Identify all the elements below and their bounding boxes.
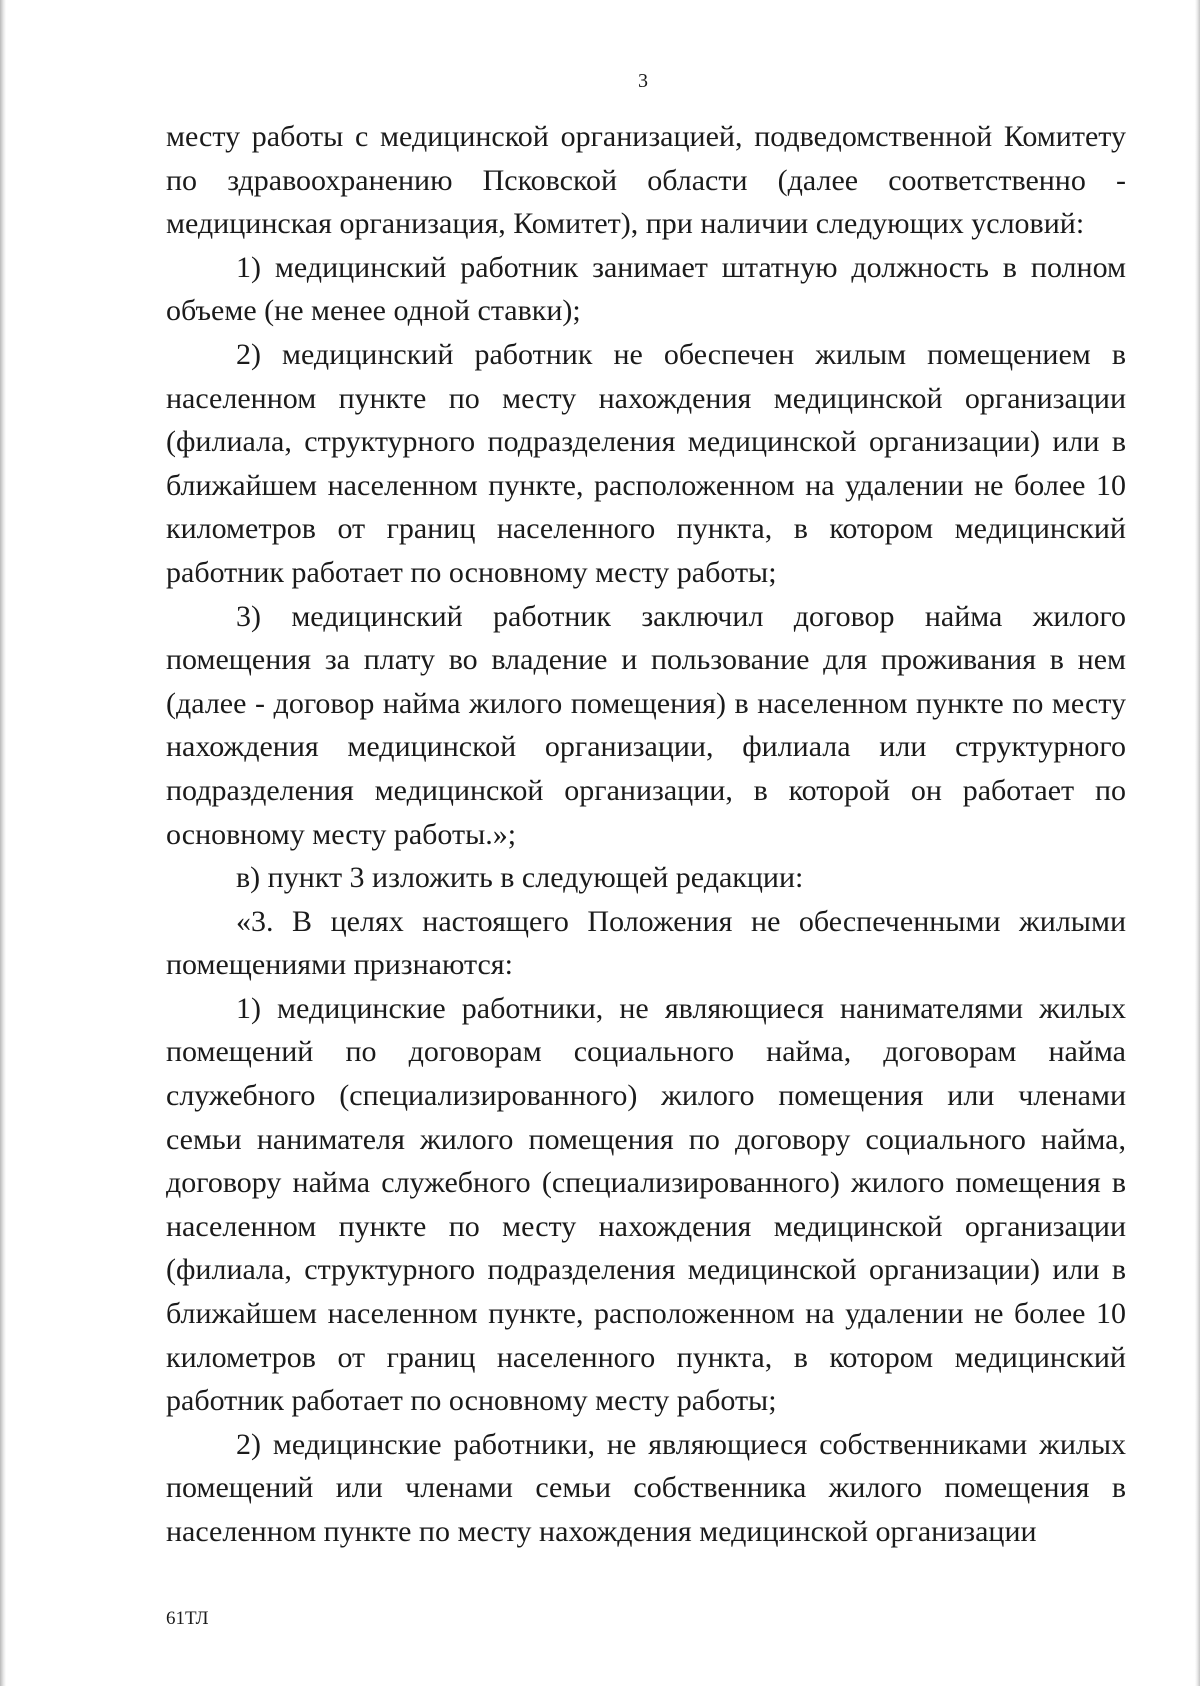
paragraph-clause-3-item-1: 1) медицинские работники, не являющиеся нанимателями жилых помещений по договорам социального найма, договорам найма служебного (специализированного) жилого помещения или членами семьи нанимателя жилого помещения по договору социального найма, договору найма служебного (специализированного) жилого помещения в населенном пункте по месту нахождения медицинской организации (филиала, структурного подразделения медицинской организации) или в ближайшем населенном пункте, расположенном на удалении не более 10 километров от границ населенного пункта, в котором медицинский работник работает по основному месту работы; — [166, 991, 1126, 1418]
scan-edge-left — [0, 0, 6, 1686]
document-code: 61ТЛ — [166, 1608, 209, 1629]
document-body — [166, 115, 1126, 1554]
paragraph-continuation: месту работы с медицинской организацией, подведомственной Комитету по здравоохранению Псковской области (далее соответственно - медицинская организация, Комитет), при наличии следующих условий: — [166, 120, 1126, 241]
paragraph-condition-3: 3) медицинский работник заключил договор найма жилого помещения за плату во владение и пользование для проживания в нем (далее - договор найма жилого помещения) в населенном пункте по месту нахождения медицинской организации, филиала или структурного подразделения медицинской организации, в которой он работает по основному месту работы.»; — [166, 599, 1126, 851]
paragraph-condition-2: 2) медицинский работник не обеспечен жилым помещением в населенном пункте по месту нахождения медицинской организации (филиала, структурного подразделения медицинской организации) или в ближайшем населенном пункте, расположенном на удалении не более 10 километров от границ населенного пункта, в котором медицинский работник работает по основному месту работы; — [166, 337, 1126, 589]
paragraph-amendment-v: в) пункт 3 изложить в следующей редакции: — [236, 861, 804, 895]
scan-edge-right — [1195, 0, 1200, 1686]
page-number: 3 — [638, 70, 648, 92]
paragraph-clause-3-item-2: 2) медицинские работники, не являющиеся собственниками жилых помещений или членами семьи собственника жилого помещения в населенном пункте по месту нахождения медицинской организации — [166, 1427, 1126, 1548]
paragraph-clause-3: «3. В целях настоящего Положения не обеспеченными жилыми помещениями признаются: — [166, 904, 1126, 982]
paragraph-condition-1: 1) медицинский работник занимает штатную должность в полном объеме (не менее одной ставки); — [166, 250, 1126, 328]
